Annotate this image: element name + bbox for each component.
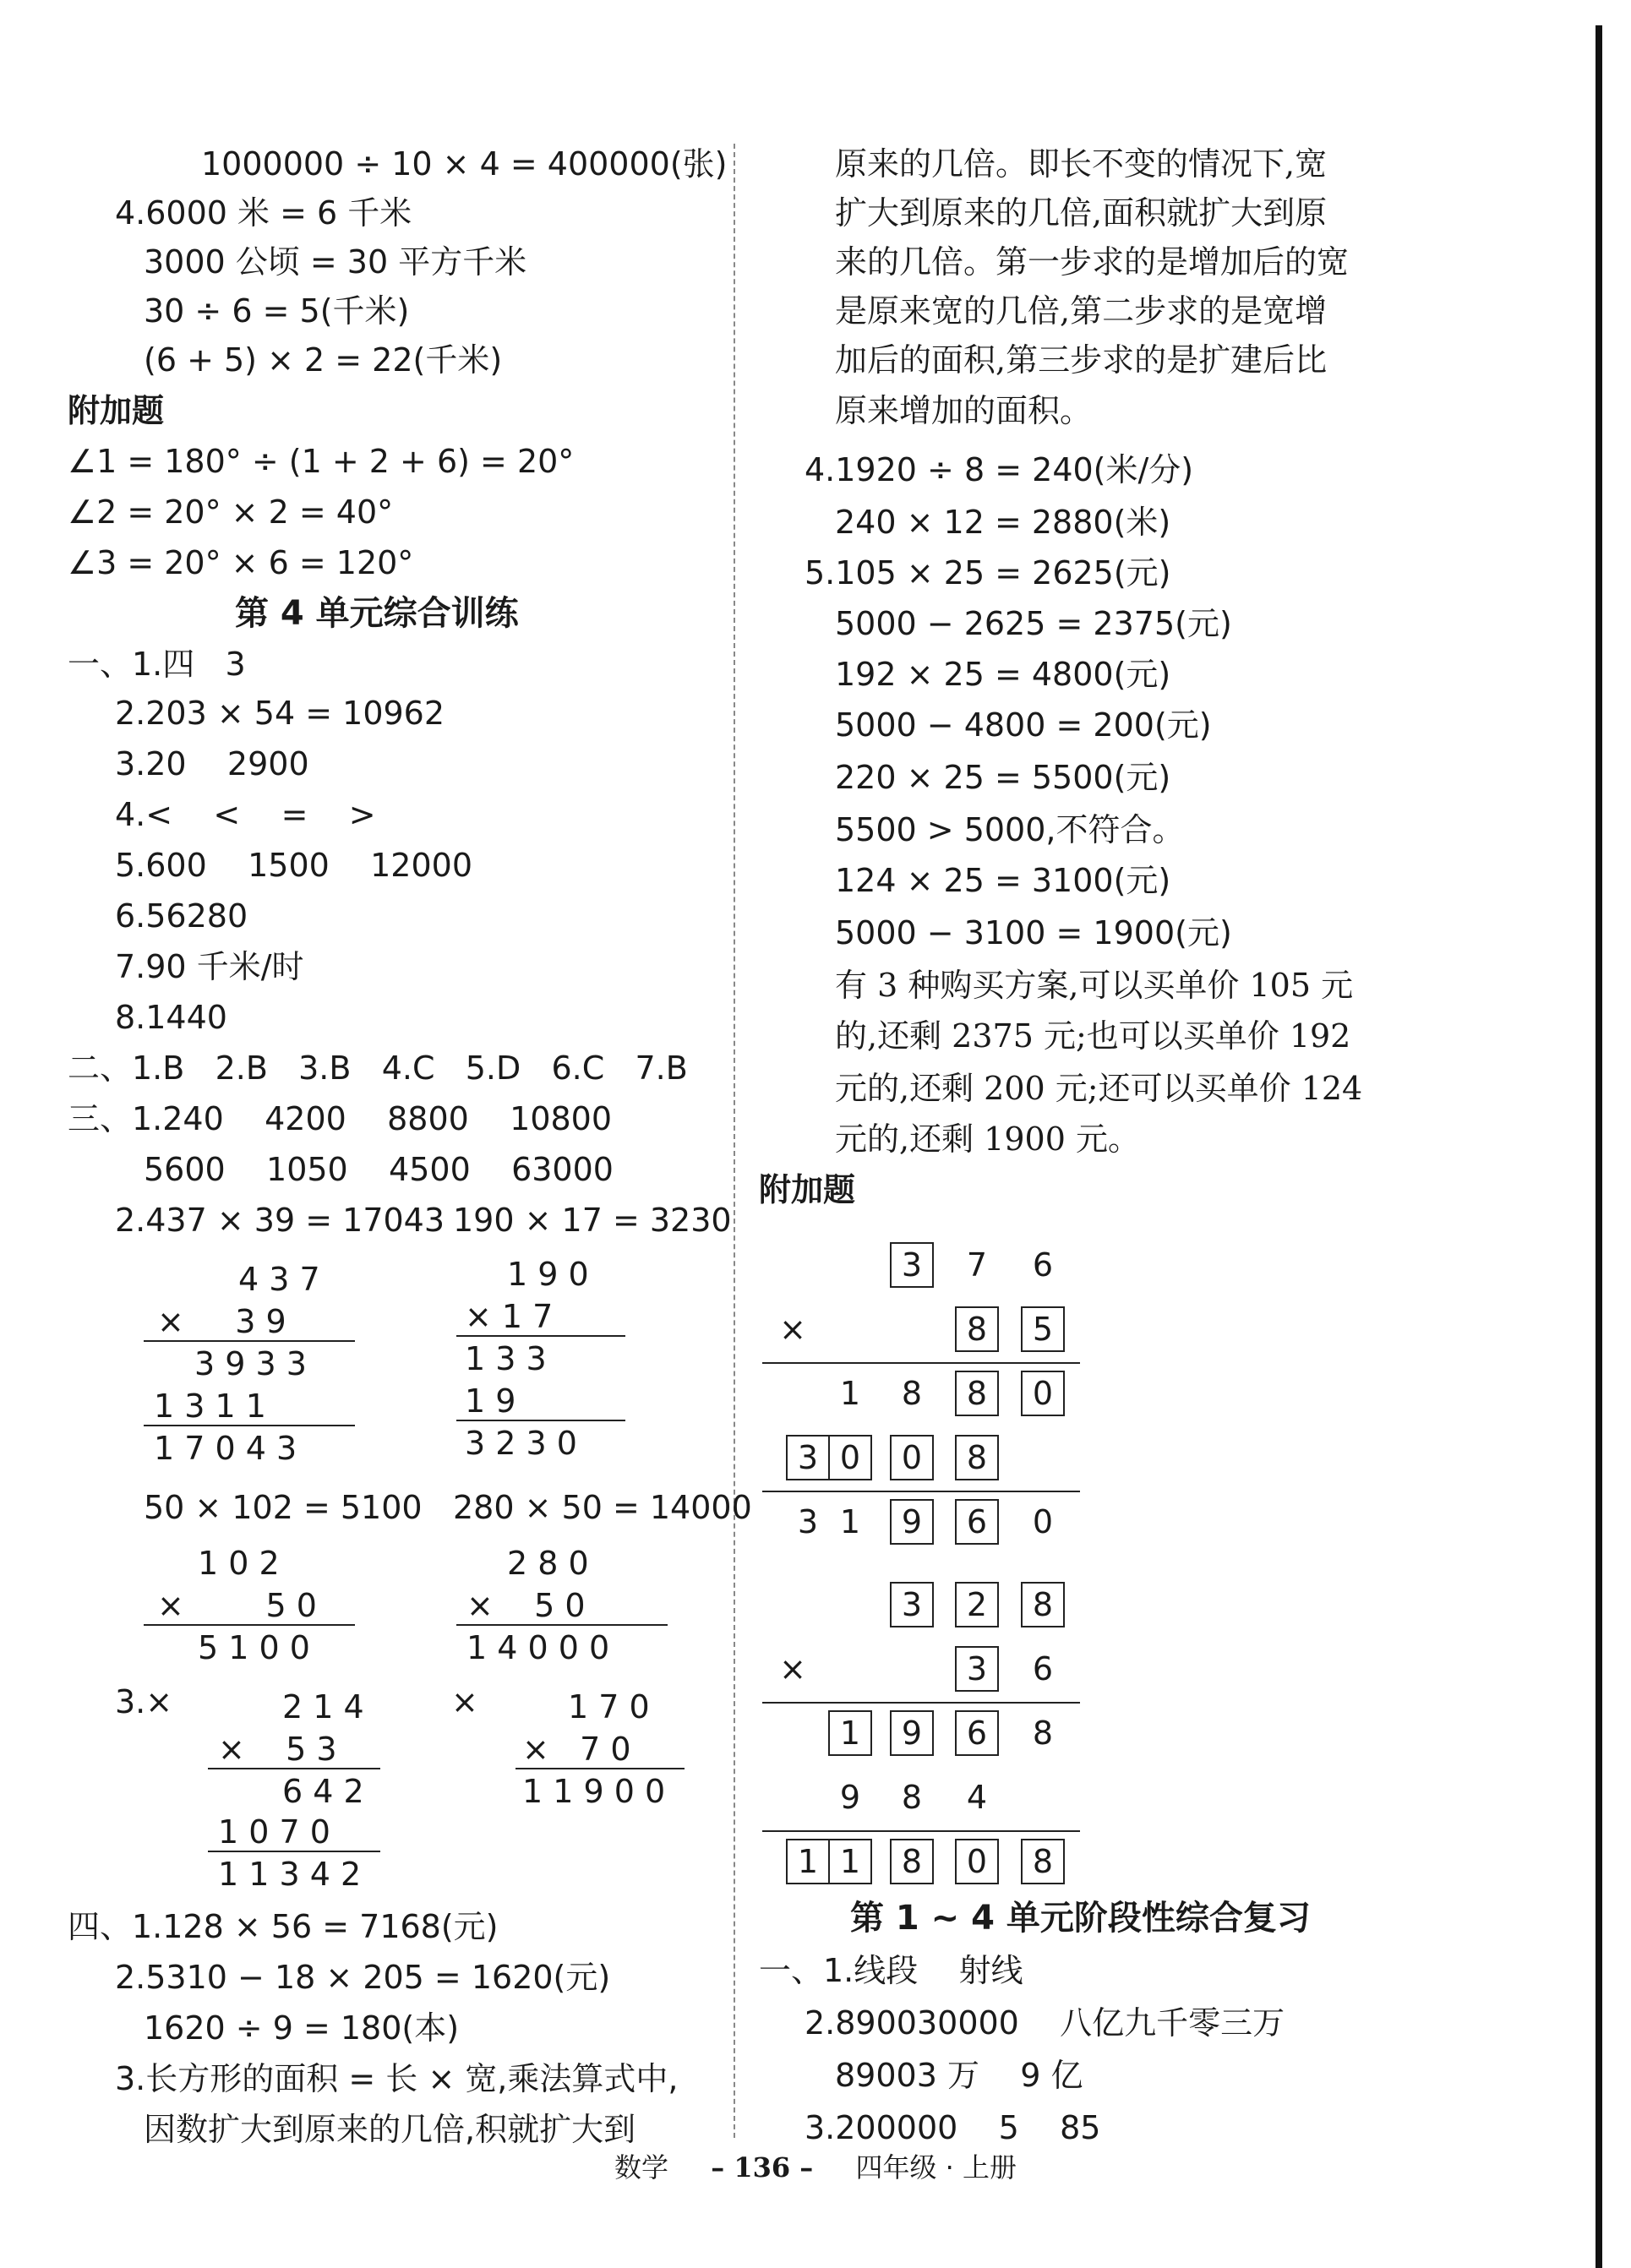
text-line: 5000 − 3100 = 1900(元) <box>835 914 1232 951</box>
calc-digits: 1 0 2 <box>198 1545 280 1582</box>
puzzle-digit: 6 <box>1032 1246 1054 1284</box>
text-line: 5600 1050 4500 63000 <box>144 1151 614 1188</box>
text-line: 3.200000 5 85 <box>805 2109 1101 2146</box>
answer-box: 6 <box>955 1710 999 1756</box>
answer-box: 6 <box>955 1499 999 1545</box>
calc-digits: 1 4 0 0 0 <box>466 1629 610 1666</box>
puzzle-digit: 8 <box>901 1375 923 1412</box>
calc-digits: × 1 7 <box>465 1298 554 1335</box>
text-line: 3.× <box>115 1683 173 1720</box>
text-line: 5000 − 4800 = 200(元) <box>835 706 1212 744</box>
text-line: 原来的几倍。即长不变的情况下,宽 <box>835 145 1328 183</box>
answer-box: 3 <box>890 1582 934 1627</box>
text-line: 2.5310 − 18 × 205 = 1620(元) <box>115 1959 611 1996</box>
calc-digits: 3 9 3 3 <box>194 1345 307 1382</box>
answer-box: 2 <box>955 1582 999 1627</box>
answer-box: 8 <box>1021 1582 1065 1627</box>
section-heading: 附加题 <box>68 392 165 429</box>
puzzle-digit: 3 <box>797 1503 819 1540</box>
answer-box: 3 <box>786 1435 830 1480</box>
text-line: 280 × 50 = 14000 <box>453 1489 752 1526</box>
text-line: ∠3 = 20° × 6 = 120° <box>68 544 414 581</box>
calc-digits: 1 7 0 <box>568 1688 650 1726</box>
section-heading: 附加题 <box>759 1171 856 1208</box>
text-line: 192 × 25 = 4800(元) <box>835 656 1171 693</box>
page-edge <box>1596 25 1602 2268</box>
text-line: 一、1.线段 射线 <box>759 1952 1023 1989</box>
text-line: 2.890030000 八亿九千零三万 <box>805 2004 1285 2042</box>
puzzle-rule <box>762 1491 1080 1492</box>
answer-box: 0 <box>828 1435 872 1480</box>
calc-digits: × 5 0 <box>157 1587 317 1624</box>
text-line: 6.56280 <box>115 897 248 935</box>
text-line: 元的,还剩 1900 元。 <box>835 1120 1140 1158</box>
puzzle-digit: 1 <box>839 1375 861 1412</box>
page-footer <box>0 2146 1631 2185</box>
column-divider <box>734 144 735 2138</box>
times-sign: × <box>779 1650 806 1687</box>
calc-rule <box>456 1335 625 1337</box>
answer-box: 8 <box>955 1435 999 1480</box>
calc-digits: 4 3 7 <box>238 1261 320 1298</box>
text-line: 4.6000 米 = 6 千米 <box>115 194 412 232</box>
text-line: 3.20 2900 <box>115 745 309 782</box>
calc-rule <box>456 1624 668 1626</box>
text-line: 5000 − 2625 = 2375(元) <box>835 605 1232 642</box>
puzzle-digit: 1 <box>839 1503 861 1540</box>
puzzle-digit: 8 <box>1032 1715 1054 1752</box>
text-line: 四、1.128 × 56 = 7168(元) <box>68 1908 499 1945</box>
text-line: 的,还剩 2375 元;也可以买单价 192 <box>835 1017 1351 1055</box>
puzzle-digit: 8 <box>901 1779 923 1816</box>
puzzle-digit: 7 <box>966 1246 988 1284</box>
text-line: 2.437 × 39 = 17043 <box>115 1202 445 1239</box>
text-line: 有 3 种购买方案,可以买单价 105 元 <box>835 967 1354 1004</box>
text-line: 5500 > 5000,不符合。 <box>835 811 1185 848</box>
text-line: 一、1.四 3 <box>68 646 246 683</box>
calc-rule <box>515 1768 685 1769</box>
answer-box: 0 <box>1021 1371 1065 1416</box>
calc-digits: 6 4 2 <box>282 1773 364 1810</box>
answer-box: 8 <box>955 1371 999 1416</box>
text-line: 240 × 12 = 2880(米) <box>835 504 1171 541</box>
text-line: 扩大到原来的几倍,面积就扩大到原 <box>835 194 1328 232</box>
answer-box: 8 <box>955 1306 999 1352</box>
calc-digits: × 7 0 <box>522 1731 631 1768</box>
answer-box: 0 <box>955 1839 999 1884</box>
puzzle-digit: 9 <box>839 1779 861 1816</box>
text-line: 50 × 102 = 5100 <box>144 1489 423 1526</box>
calc-digits: × 5 3 <box>218 1731 337 1768</box>
text-line: (6 + 5) × 2 = 22(千米) <box>144 341 503 379</box>
answer-box: 1 <box>828 1710 872 1756</box>
text-line: 4.1920 ÷ 8 = 240(米/分) <box>805 451 1194 488</box>
text-line: 124 × 25 = 3100(元) <box>835 862 1171 899</box>
calc-digits: 1 0 7 0 <box>218 1813 330 1851</box>
calc-digits: 5 1 0 0 <box>198 1629 310 1666</box>
answer-box: 3 <box>890 1242 934 1288</box>
text-line: 是原来宽的几倍,第二步求的是宽增 <box>835 292 1328 330</box>
text-line: 8.1440 <box>115 999 227 1036</box>
puzzle-rule <box>762 1830 1080 1832</box>
text-line: 4.< < = > <box>115 796 376 833</box>
puzzle-rule <box>762 1702 1080 1704</box>
text-line: 来的几倍。第一步求的是增加后的宽 <box>835 243 1350 281</box>
calc-digits: 3 2 3 0 <box>465 1425 577 1462</box>
page-number: – 136 – <box>711 2151 814 2183</box>
footer-subject: 数学 <box>614 2151 669 2183</box>
answer-box: 8 <box>890 1839 934 1884</box>
footer-grade: 四年级 · 上册 <box>855 2151 1017 2183</box>
answer-box: 9 <box>890 1499 934 1545</box>
text-line: 2.203 × 54 = 10962 <box>115 695 445 732</box>
text-line: 220 × 25 = 5500(元) <box>835 759 1171 796</box>
calc-digits: 2 8 0 <box>507 1545 589 1582</box>
puzzle-digit: 4 <box>966 1779 988 1816</box>
text-line: 1000000 ÷ 10 × 4 = 400000(张) <box>201 145 728 183</box>
puzzle-rule <box>762 1362 1080 1364</box>
text-line: 1620 ÷ 9 = 180(本) <box>144 2009 460 2047</box>
calc-rule <box>144 1624 355 1626</box>
text-line: 因数扩大到原来的几倍,积就扩大到 <box>144 2111 636 2148</box>
calc-digits: 2 1 4 <box>282 1688 364 1726</box>
calc-digits: 1 3 3 <box>465 1340 547 1377</box>
answer-box: 5 <box>1021 1306 1065 1352</box>
unit-title: 第 4 单元综合训练 <box>235 594 519 633</box>
answer-box: 1 <box>828 1839 872 1884</box>
answer-box: 8 <box>1021 1839 1065 1884</box>
text-line: 元的,还剩 200 元;还可以买单价 124 <box>835 1070 1363 1107</box>
text-line: 3.长方形的面积 = 长 × 宽,乘法算式中, <box>115 2060 679 2097</box>
calc-digits: 1 1 3 4 2 <box>218 1856 362 1893</box>
text-line: 89003 万 9 亿 <box>835 2057 1083 2094</box>
text-line: 原来增加的面积。 <box>835 392 1093 429</box>
calc-digits: 1 9 <box>465 1382 516 1420</box>
text-line: 3000 公顷 = 30 平方千米 <box>144 243 527 281</box>
calc-rule <box>208 1768 380 1769</box>
calc-rule <box>456 1420 625 1421</box>
text-line: 加后的面积,第三步求的是扩建后比 <box>835 341 1328 379</box>
calc-digits: 1 1 9 0 0 <box>522 1773 666 1810</box>
calc-rule <box>144 1340 355 1342</box>
calc-digits: × 3 9 <box>157 1303 286 1340</box>
text-line: 5.105 × 25 = 2625(元) <box>805 554 1171 592</box>
puzzle-digit: 0 <box>1032 1503 1054 1540</box>
text-line: ∠1 = 180° ÷ (1 + 2 + 6) = 20° <box>68 443 575 480</box>
answer-box: 0 <box>890 1435 934 1480</box>
unit-title: 第 1 ~ 4 单元阶段性综合复习 <box>850 1899 1311 1938</box>
text-line: 二、1.B 2.B 3.B 4.C 5.D 6.C 7.B <box>68 1049 688 1087</box>
puzzle-digit: 6 <box>1032 1650 1054 1687</box>
text-line: 7.90 千米/时 <box>115 948 304 985</box>
calc-digits: 1 3 1 1 <box>154 1388 266 1425</box>
calc-digits: 1 9 0 <box>507 1256 589 1293</box>
text-line: 30 ÷ 6 = 5(千米) <box>144 292 410 330</box>
text-line: 5.600 1500 12000 <box>115 847 473 884</box>
calc-digits: 1 7 0 4 3 <box>154 1430 297 1467</box>
calc-digits: × 5 0 <box>466 1587 586 1624</box>
text-line: ∠2 = 20° × 2 = 40° <box>68 493 394 531</box>
text-line: 三、1.240 4200 8800 10800 <box>68 1100 613 1137</box>
answer-box: 3 <box>955 1646 999 1692</box>
times-sign: × <box>779 1311 806 1348</box>
calc-rule <box>144 1425 355 1426</box>
answer-box: 1 <box>786 1839 830 1884</box>
calc-rule <box>208 1851 380 1852</box>
text-line: 190 × 17 = 3230 <box>453 1202 732 1239</box>
answer-box: 9 <box>890 1710 934 1756</box>
text-line: × <box>451 1683 478 1720</box>
